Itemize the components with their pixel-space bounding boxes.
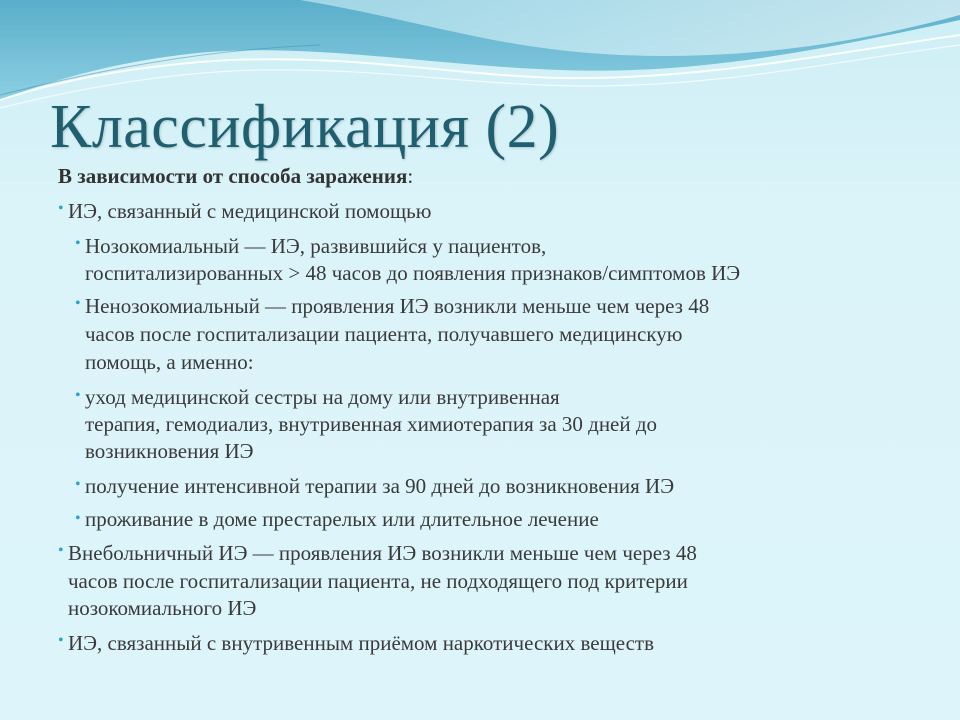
list-item-text: помощь, а именно: bbox=[85, 350, 254, 374]
list-item-text: получение интенсивной терапии за 90 дней до возникновения ИЭ bbox=[85, 474, 675, 498]
list-item-text: возникновения ИЭ bbox=[85, 439, 254, 463]
bullet-marker: • bbox=[75, 476, 81, 493]
list-item-text: уход медицинской сестры на дому или внутривенная bbox=[85, 385, 560, 409]
page-title: Классификация (2) bbox=[50, 93, 560, 161]
list-item-text: Нозокомиальный — ИЭ, развившийся у пациентов, bbox=[85, 234, 547, 258]
section-heading bbox=[58, 163, 413, 189]
bullet-marker: • bbox=[75, 295, 81, 312]
bullet-marker: • bbox=[75, 510, 81, 527]
bullet-marker: • bbox=[58, 632, 64, 649]
list-item-text: Ненозокомиальный — проявления ИЭ возникли меньше чем через 48 bbox=[85, 294, 710, 318]
list-item-text: проживание в доме престарелых или длительное лечение bbox=[85, 507, 599, 531]
list-item-text: ИЭ, связанный с внутривенным приёмом наркотических веществ bbox=[68, 631, 654, 655]
bullet-marker: • bbox=[58, 542, 64, 559]
list-item-text: нозокомиального ИЭ bbox=[68, 596, 257, 620]
section-heading-text: В зависимости от способа заражения bbox=[58, 164, 408, 188]
list-item-text: часов после госпитализации пациента, получавшего медицинскую bbox=[85, 322, 683, 346]
list-item-text: ИЭ, связанный с медицинской помощью bbox=[68, 199, 432, 223]
list-item-text: терапия, гемодиализ, внутривенная химиотерапия за 30 дней до bbox=[85, 412, 658, 436]
list-item-text: госпитализированных > 48 часов до появления признаков/симптомов ИЭ bbox=[85, 261, 741, 285]
bullet-marker: • bbox=[58, 200, 64, 217]
list-item-text: часов после госпитализации пациента, не подходящего под критерии bbox=[68, 569, 688, 593]
list-item-text: Внебольничный ИЭ — проявления ИЭ возникли меньше чем через 48 bbox=[68, 541, 697, 565]
bullet-marker: • bbox=[75, 235, 81, 252]
bullet-marker: • bbox=[75, 387, 81, 404]
section-heading-colon: : bbox=[407, 164, 414, 188]
